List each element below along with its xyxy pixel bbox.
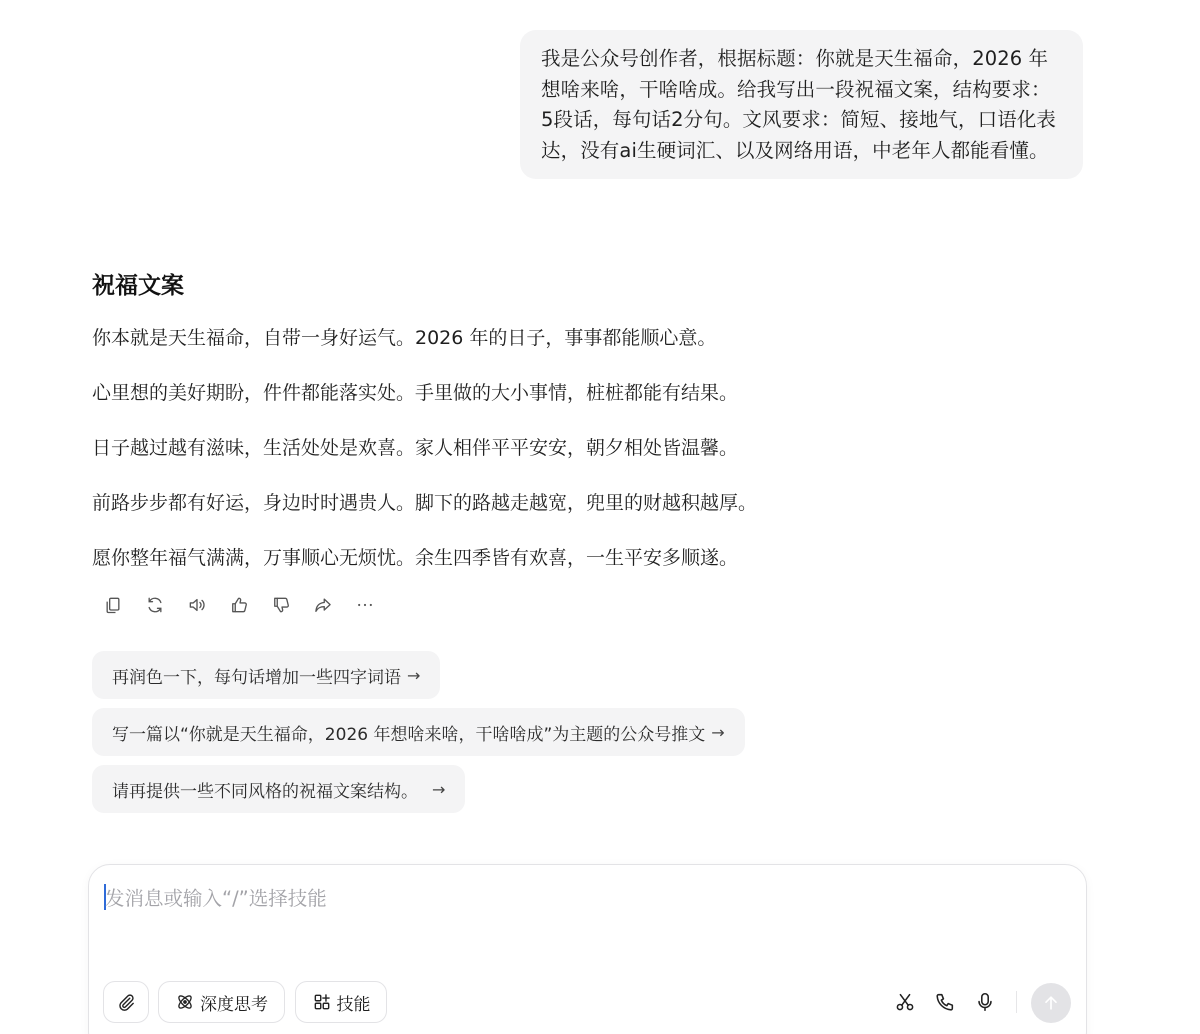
scissors-icon — [894, 991, 916, 1013]
copy-icon — [103, 595, 123, 615]
dislike-button[interactable] — [260, 588, 302, 622]
microphone-icon — [974, 991, 996, 1013]
reply-title: 祝福文案 — [92, 273, 184, 299]
copy-button[interactable] — [92, 588, 134, 622]
arrow-right-icon: → — [711, 722, 725, 742]
reply-paragraph: 愿你整年福气满满，万事顺心无烦忧。余生四季皆有欢喜，一生平安多顺遂。 — [92, 547, 739, 569]
thumbs-up-icon — [229, 595, 249, 615]
deep-think-button[interactable] — [158, 981, 285, 1023]
share-button[interactable] — [302, 588, 344, 622]
toolbar-divider — [1016, 991, 1017, 1013]
message-action-bar — [92, 588, 386, 622]
suggestion-text: 再润色一下，每句话增加一些四字词语 — [112, 667, 401, 688]
paperclip-icon — [116, 992, 136, 1012]
reply-paragraph: 心里想的美好期盼，件件都能落实处。手里做的大小事情，桩桩都能有结果。 — [92, 382, 739, 404]
suggestion-text: 写一篇以“你就是天生福命，2026 年想啥来啥，干啥啥成”为主题的公众号推文 — [112, 724, 706, 745]
user-message-bubble: 我是公众号创作者，根据标题：你就是天生福命，2026 年想啥来啥，干啥啥成。给我写出一段祝福文案，结构要求：5段话，每句话2分句。文风要求：简短、接地气，口语化表达，没有ai生硬词汇、以及网络用语，中老年人都能看懂。 — [520, 30, 1083, 179]
message-input[interactable] — [105, 881, 1005, 915]
skills-label: 技能 — [336, 994, 371, 1015]
voice-input-button[interactable] — [968, 985, 1002, 1019]
suggestion-chip[interactable] — [92, 651, 440, 699]
regenerate-button[interactable] — [134, 588, 176, 622]
phone-icon — [934, 991, 956, 1013]
suggestion-text: 请再提供一些不同风格的祝福文案结构。 — [112, 781, 418, 802]
reply-paragraph: 你本就是天生福命，自带一身好运气。2026 年的日子，事事都能顺心意。 — [92, 327, 717, 349]
apps-grid-icon — [312, 992, 332, 1012]
screenshot-button[interactable] — [888, 985, 922, 1019]
more-button[interactable] — [344, 588, 386, 622]
assistant-reply — [92, 270, 992, 572]
reply-paragraph: 前路步步都有好运，身边时时遇贵人。脚下的路越走越宽，兜里的财越积越厚。 — [92, 492, 758, 514]
arrow-right-icon: → — [407, 665, 421, 685]
thumbs-down-icon — [271, 595, 291, 615]
share-icon — [313, 595, 333, 615]
arrow-right-icon: → — [432, 779, 446, 799]
deep-think-label: 深度思考 — [200, 994, 268, 1015]
send-button[interactable] — [1031, 983, 1071, 1023]
suggestion-chip[interactable] — [92, 708, 745, 756]
message-composer — [88, 864, 1087, 1034]
attach-button[interactable] — [103, 981, 149, 1023]
regenerate-icon — [145, 595, 165, 615]
read-aloud-button[interactable] — [176, 588, 218, 622]
call-button[interactable] — [928, 985, 962, 1019]
like-button[interactable] — [218, 588, 260, 622]
arrow-up-icon — [1041, 993, 1061, 1013]
suggestion-chip[interactable] — [92, 765, 465, 813]
atom-icon — [175, 992, 195, 1012]
reply-paragraph: 日子越过越有滋味，生活处处是欢喜。家人相伴平平安安，朝夕相处皆温馨。 — [92, 437, 739, 459]
more-icon — [355, 595, 375, 615]
skills-button[interactable] — [295, 981, 387, 1023]
speaker-icon — [187, 595, 207, 615]
